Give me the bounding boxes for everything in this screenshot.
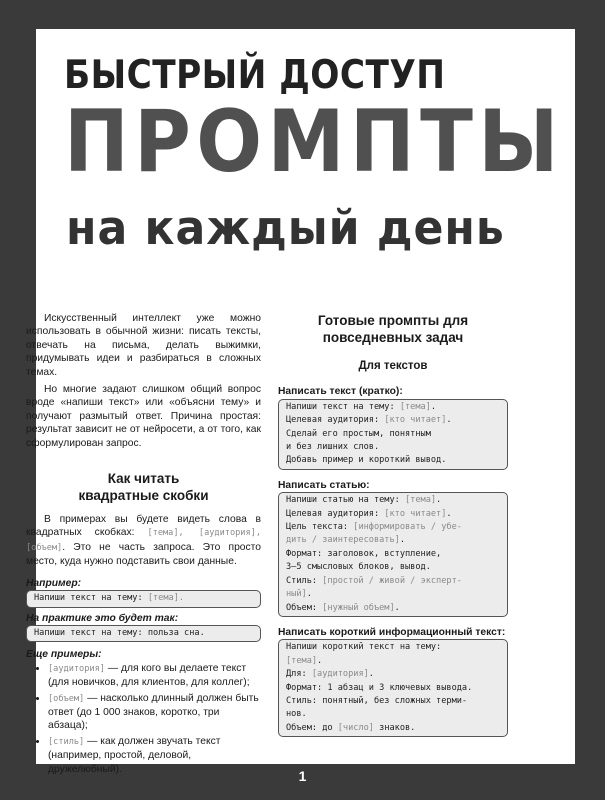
list-item: • [объем] — насколько длинный должен быть ответ (до 1 000 знаков, коротко, три абзаца); [48, 692, 261, 733]
intro-paragraph-1: Искусственный интеллект уже можно использовать в обычной жизни: писать тексты, отвечать на письма, делать выжимки, придумывать идеи и разбираться в сложных темах. [26, 313, 261, 378]
practice-box: Напиши текст на тему: польза сна. [26, 625, 261, 642]
right-column [278, 312, 508, 737]
prompt-1-label: Написать текст (кратко): [278, 386, 403, 398]
prompt-2-label: Написать статью: [278, 479, 370, 491]
list-item: • [аудитория] — для кого вы делаете текст (для новичков, для клиентов, для коллег); [48, 662, 261, 690]
intro-paragraph-2: Но многие задают слишком общий вопрос вроде «напиши текст» или «объясни тему» и получают размытый ответ. Причина простая: результат зависит не от нейросети, а от того, как сформулирован запрос. [26, 384, 261, 449]
prompt-3-label: Написать короткий информационный текст: [278, 626, 506, 638]
section-title: Для текстов [358, 360, 428, 372]
brackets-paragraph: В примерах вы будете видеть слова в квадратных скобках: [тема], [аудитория], [объем]. Это не часть запроса. Это просто место, куда нужно подставить свои данные. [26, 514, 261, 568]
prompt-3-box: Напиши короткий текст на тему: [тема]. Для: [аудитория]. Формат: 1 абзац и 3 ключевых вывода. Стиль: понятный, без сложных терми- нов. Объем: до [число] знаков. [278, 639, 508, 737]
prompt-1-box: Напиши текст на тему: [тема]. Целевая аудитория: [кто читает]. Сделай его простым, понятным и без лишних слов. Добавь пример и короткий вывод. [278, 399, 508, 470]
header-line-2: ПРОМПТЫ [64, 92, 564, 192]
practice-label: На практике это будет так: [26, 612, 179, 624]
examples-list [26, 662, 261, 776]
prompt-2-box: Напиши статью на тему: [тема]. Целевая аудитория: [кто читает]. Цель текста: [информировать / убе- дить / заинтересовать]. Формат: заголовок, вступление, 3–5 смысловых блоков, вывод. Стиль: [простой / живой / эксперт- ный]. Объем: [нужный объем]. [278, 492, 508, 617]
header-line-1: БЫСТРЫЙ ДОСТУП [64, 53, 446, 98]
list-item: • [стиль] — как должен звучать текст (например, простой, деловой, дружелюбный). [48, 735, 261, 776]
left-column [26, 312, 261, 778]
example-box: Напиши текст на тему: [тема]. [26, 590, 261, 607]
example-label: Например: [26, 577, 82, 589]
brackets-title: Как читать квадратные скобки [78, 471, 209, 504]
header-line-3: на каждый день [66, 201, 505, 256]
page-number: 1 [298, 768, 307, 784]
more-examples-label: Еще примеры: [26, 649, 102, 661]
prompts-title: Готовые промпты для повседневных задач [317, 313, 469, 345]
